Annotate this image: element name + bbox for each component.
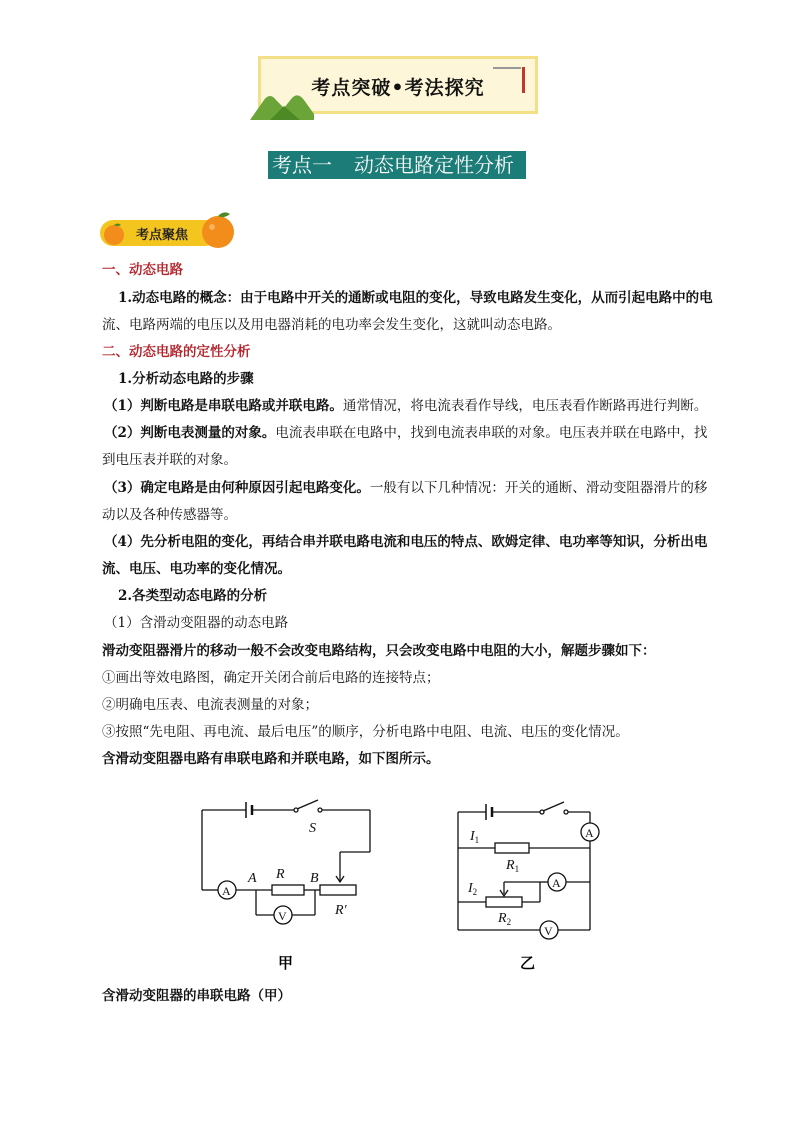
ammeter-label: A <box>222 884 231 898</box>
subheading: 1.分析动态电路的步骤 <box>118 371 254 387</box>
banner-decor-line <box>493 67 521 69</box>
step-line <box>104 478 707 498</box>
figure-caption: 含滑动变阻器的串联电路（甲） <box>102 988 291 1004</box>
voltmeter-label: V <box>278 909 287 923</box>
point-b-label: B <box>310 871 319 886</box>
subheading: 2.各类型动态电路的分析 <box>118 588 268 604</box>
step-line: 动以及各种传感器等。 <box>102 507 237 523</box>
step-line <box>104 423 707 443</box>
step-text: 电流表串联在电路中，找到电流表串联的对象。电压表并联在电路中，找 <box>275 425 708 441</box>
list-item: ①画出等效电路图，确定开关闭合前后电路的连接特点； <box>102 670 440 686</box>
rheostat-label: R′ <box>335 903 347 918</box>
step-title: （1）判断电路是串联电路或并联电路。 <box>104 398 343 414</box>
right-figure-caption: 乙 <box>520 954 536 972</box>
resistor-r1-label: $R_1$ <box>506 858 520 874</box>
switch-label: S <box>309 821 316 836</box>
ammeter-mid-label: A <box>552 876 561 890</box>
heading-1: 一、动态电路 <box>102 262 183 278</box>
list-item: ②明确电压表、电流表测量的对象； <box>102 697 318 713</box>
section-title <box>268 151 526 179</box>
concept-text: 1.动态电路的概念：由于电路中开关的通断或电阻的变化，导致电路发生变化，从而引起电路中的电 <box>118 290 713 306</box>
paragraph-line: 流、电路两端的电压以及用电器消耗的电功率会发生变化，这就叫动态电路。 <box>102 317 561 333</box>
current-i1-label: $I_1$ <box>470 829 480 845</box>
step-title: （2）判断电表测量的对象。 <box>104 425 276 441</box>
circuit-right <box>458 802 599 939</box>
ammeter-top-label: A <box>585 826 594 840</box>
step-line: （4）先分析电阻的变化，再结合串并联电路电流和电压的特点、欧姆定律、电功率等知识，分析出电 <box>104 534 708 550</box>
resistor-r2-label: $R_2$ <box>498 911 512 927</box>
mountain-icon <box>250 90 314 120</box>
section-label: 考点一 <box>272 153 332 177</box>
step-line: 到电压表并联的对象。 <box>102 452 237 468</box>
current-i2-label: $I_2$ <box>468 881 478 897</box>
resistor-r-label: R <box>276 867 285 882</box>
step-text: 通常情况，将电流表看作导线，电压表看作断路再进行判断。 <box>342 398 708 414</box>
point-a-label: A <box>248 871 257 886</box>
left-figure-caption: 甲 <box>278 954 294 972</box>
list-item: ③按照“先电阻、再电流、最后电压”的顺序，分析电路中电阻、电流、电压的变化情况。 <box>102 724 629 740</box>
orange-icon <box>102 222 126 246</box>
voltmeter-right-label: V <box>544 924 553 938</box>
section-heading: 动态电路定性分析 <box>354 153 514 177</box>
circuit-left-labels <box>222 821 348 923</box>
orange-icon <box>200 210 236 250</box>
step-title: （3）确定电路是由何种原因引起电路变化。 <box>104 480 370 496</box>
paragraph-line: 含滑动变阻器电路有串联电路和并联电路，如下图所示。 <box>102 751 440 767</box>
step-line <box>104 396 707 416</box>
paragraph-line <box>118 288 713 308</box>
step-text: 一般有以下几种情况：开关的通断、滑动变阻器滑片的移 <box>369 480 708 496</box>
heading-2: 二、动态电路的定性分析 <box>102 344 251 360</box>
focus-badge <box>100 208 236 250</box>
focus-label: 考点聚焦 <box>136 228 189 243</box>
subheading-item: （1）含滑动变阻器的动态电路 <box>104 615 289 631</box>
banner-decor-bar <box>522 67 525 93</box>
paragraph-line: 滑动变阻器滑片的移动一般不会改变电路结构，只会改变电路中电阻的大小，解题步骤如下： <box>102 643 656 659</box>
circuit-diagram <box>190 790 630 975</box>
banner-title: 考点突破•考法探究 <box>311 77 485 99</box>
step-line: 流、电压、电功率的变化情况。 <box>102 561 291 577</box>
